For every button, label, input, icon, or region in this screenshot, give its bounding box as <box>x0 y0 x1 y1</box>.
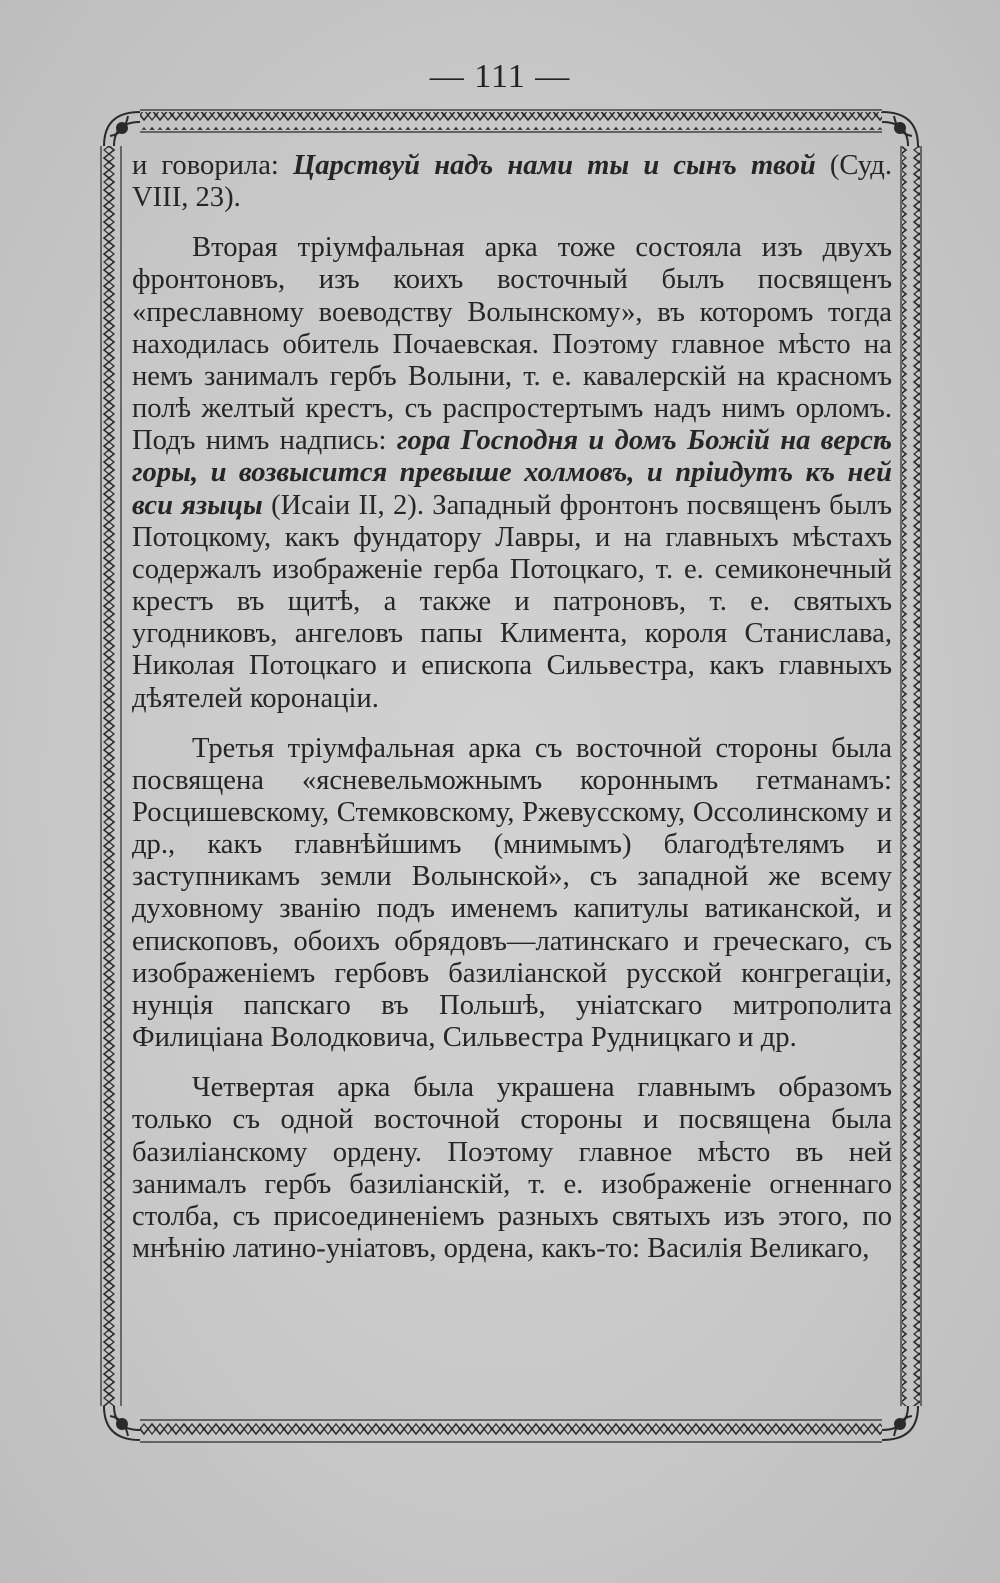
paragraph <box>132 232 892 714</box>
text-run: и говорила: <box>132 150 293 181</box>
text-run: Третья тріумфальная арка съ восточной стороны была посвящена «ясневельможнымъ короннымъ гетманамъ: Росцишевскому, Стемковскому, Ржевусскому, Оссолинскому и др., какъ главнѣйшимъ (мнимымъ) благодѣтелямъ и заступникамъ земли Волынской», съ западной же всему духовному званію подъ именемъ капитулы ватиканской, и епископовъ, обоихъ обрядовъ—латинскаго и греческаго, съ изображеніемъ гербовъ базиліанской русской конгрегаціи, нунція папскаго въ Польшѣ, уніатскаго митрополита Филиціана Володковича, Сильвестра Рудницкаго и др. <box>132 732 892 1054</box>
body-text <box>132 150 892 1265</box>
paragraph <box>132 150 892 214</box>
quotation-italic: Царствуй надъ нами ты и сынъ твой <box>292 150 816 181</box>
text-run: (Исаіи II, 2). Западный фронтонъ посвященъ былъ Потоцкому, какъ фундатору Лавры, и на главныхъ мѣстахъ содержалъ изображеніе герба Потоцкаго, т. е. семиконечный крестъ въ щитѣ, а также и патроновъ, т. е. святыхъ угодниковъ, ангеловъ папы Климента, короля Станислава, Николая Потоцкаго и епископа Сильвестра, какъ главныхъ дѣятелей коронаціи. <box>132 489 892 714</box>
quotation-italic: гора Господня и домъ Божій на версѣ горы, и возвысится превыше холмовъ, и пріидутъ къ ней вси языцы <box>132 425 892 521</box>
paragraph <box>132 733 892 1055</box>
text-run: Четвертая арка была украшена главнымъ образомъ только съ одной восточной стороны и посвящена была базиліанскому ордену. Поэтому главное мѣсто въ ней занималъ гербъ базиліанскій, т. е. изображеніе огненнаго столба, съ присоединеніемъ разныхъ святыхъ изъ этого, по мнѣнію латино-уніатовъ, ордена, какъ-то: Василія Великаго, <box>132 1072 892 1264</box>
page-number: — 111 — <box>429 58 571 95</box>
text-run: Вторая тріумфальная арка тоже состояла изъ двухъ фронтоновъ, изъ коихъ восточный былъ посвященъ «преславному воеводству Волынскому», въ которомъ тогда находилась обитель Почаевская. Поэтому главное мѣсто на немъ занималъ гербъ Волыни, т. е. кавалерскій на красномъ полѣ желтый крестъ, съ распростертымъ надъ нимъ орломъ. Подъ нимъ надпись: <box>132 232 892 457</box>
text-run: (Суд. VIII, 23). <box>132 150 892 214</box>
paragraph <box>132 1072 892 1265</box>
